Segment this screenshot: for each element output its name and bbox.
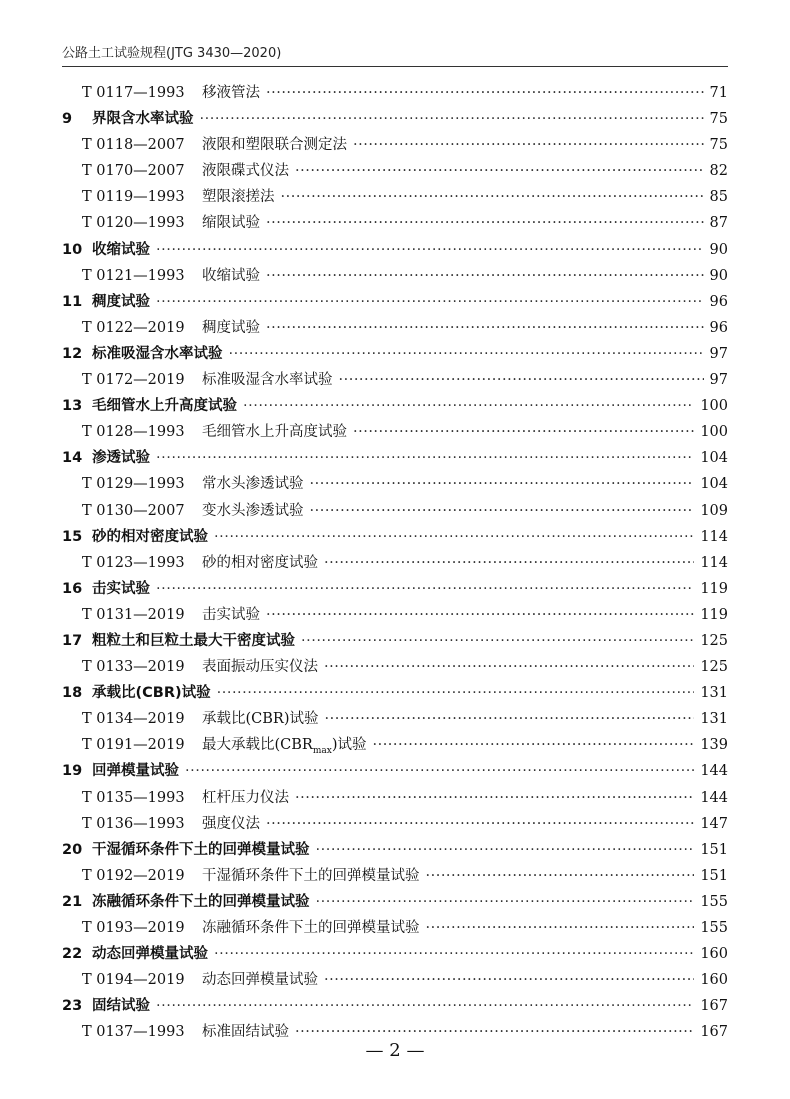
toc-title-text: 缩限试验 <box>202 215 260 232</box>
toc-title <box>202 550 324 576</box>
toc-page-number: 75 <box>709 137 728 154</box>
method-code: T 0129—1993 <box>82 476 185 493</box>
toc-page-number: 131 <box>700 685 728 702</box>
method-code: T 0119—1993 <box>82 189 185 206</box>
toc-page-number: 114 <box>700 528 728 545</box>
toc-title-text: 砂的相对密度试验 <box>202 554 318 571</box>
toc-page-number: 119 <box>700 606 728 623</box>
method-code: T 0134—2019 <box>82 711 185 728</box>
toc-entry-row[interactable] <box>62 498 728 524</box>
toc-page-number: 155 <box>700 893 728 910</box>
toc-chapter-row[interactable] <box>62 889 728 915</box>
dot-leader <box>372 732 694 758</box>
toc-page-number: 104 <box>700 450 728 467</box>
toc-title-text: 承载比(CBR)试验 <box>202 711 319 728</box>
toc-title-text: 毛细管水上升高度试验 <box>92 398 237 415</box>
toc-page-number: 139 <box>700 737 728 754</box>
dot-leader <box>316 889 695 915</box>
toc-page-number: 75 <box>709 111 728 128</box>
toc-page-number: 90 <box>709 241 728 258</box>
dot-leader <box>156 993 694 1019</box>
chapter-number: 13 <box>62 398 83 415</box>
toc-title <box>202 263 266 289</box>
toc-title-text: 液限碟式仪法 <box>202 163 289 180</box>
dot-leader <box>217 680 695 706</box>
dot-leader <box>324 967 694 993</box>
toc-title-text: 粗粒土和巨粒土最大干密度试验 <box>92 632 295 649</box>
dot-leader <box>316 837 695 863</box>
dot-leader <box>266 80 704 106</box>
toc-chapter-row[interactable] <box>62 445 728 471</box>
toc-entry-row[interactable] <box>62 263 728 289</box>
dot-leader <box>156 576 694 602</box>
toc-page-number: 155 <box>700 920 728 936</box>
toc-title-text: 砂的相对密度试验 <box>92 528 208 545</box>
toc-title-text: 回弹模量试验 <box>92 763 179 780</box>
toc-title-text: 稠度试验 <box>92 293 150 310</box>
toc-title <box>202 654 324 680</box>
dot-leader <box>266 263 704 289</box>
toc-title-text: 击实试验 <box>92 580 150 597</box>
dot-leader <box>185 758 694 784</box>
toc-title <box>202 158 295 184</box>
toc-page-number: 131 <box>700 711 728 728</box>
toc-page-number: 71 <box>709 85 728 101</box>
toc-page-number: 85 <box>709 189 728 206</box>
toc-title <box>202 184 281 210</box>
dot-leader <box>353 419 694 445</box>
method-code: T 0194—2019 <box>82 972 185 989</box>
chapter-number: 16 <box>62 580 83 597</box>
toc-page-number: 96 <box>709 319 728 336</box>
dot-leader <box>324 550 694 576</box>
toc-title <box>92 941 214 967</box>
toc-page-number: 160 <box>700 946 728 963</box>
toc-title-text: 表面振动压实仪法 <box>202 659 318 676</box>
dot-leader <box>324 654 694 680</box>
toc-title <box>202 967 324 993</box>
method-code: T 0131—2019 <box>82 606 185 623</box>
toc-title <box>92 524 214 550</box>
toc-entry-row[interactable] <box>62 367 728 393</box>
method-code: T 0136—1993 <box>82 815 185 832</box>
toc-chapter-row[interactable] <box>62 758 728 784</box>
toc-title <box>92 758 185 784</box>
toc-entry-row[interactable] <box>62 706 728 732</box>
toc-chapter-row[interactable] <box>62 576 728 602</box>
chapter-number: 12 <box>62 345 83 362</box>
method-code: T 0128—1993 <box>82 424 185 441</box>
toc-page-number: 167 <box>700 1024 728 1041</box>
toc-page-number: 119 <box>700 580 728 597</box>
toc-page-number: 96 <box>709 293 728 310</box>
toc-title <box>202 471 310 497</box>
toc-title-text: 渗透试验 <box>92 450 150 467</box>
toc-title-text: 稠度试验 <box>202 319 260 336</box>
toc-entry-row[interactable] <box>62 785 728 811</box>
toc-page-number: 109 <box>700 502 728 519</box>
toc-entry-row[interactable] <box>62 654 728 680</box>
toc-title-text: 标准吸湿含水率试验 <box>202 372 333 389</box>
method-code: T 0137—1993 <box>82 1024 185 1041</box>
toc-entry-row[interactable] <box>62 550 728 576</box>
toc-title-text: 液限和塑限联合测定法 <box>202 137 347 154</box>
dot-leader <box>243 393 694 419</box>
toc-title-text: 干湿循环条件下土的回弹模量试验 <box>92 841 310 858</box>
toc-entry-row[interactable] <box>62 419 728 445</box>
toc-title <box>92 237 156 263</box>
dot-leader <box>266 602 694 628</box>
toc-title <box>202 915 426 941</box>
toc-title-text: 冻融循环条件下土的回弹模量试验 <box>202 920 420 936</box>
toc-page-number: 160 <box>700 972 728 989</box>
dot-leader <box>353 132 704 158</box>
method-code: T 0120—1993 <box>82 215 185 232</box>
toc-chapter-row[interactable] <box>62 628 728 654</box>
toc-page-number: 104 <box>700 476 728 493</box>
method-code: T 0117—1993 <box>82 85 185 101</box>
toc-page-number: 100 <box>700 424 728 441</box>
method-code: T 0192—2019 <box>82 867 185 884</box>
toc-title-text: 动态回弹模量试验 <box>202 972 318 989</box>
chapter-number: 15 <box>62 528 83 545</box>
chapter-number: 14 <box>62 450 83 467</box>
dot-leader <box>214 941 694 967</box>
toc-title <box>92 628 301 654</box>
toc-chapter-row[interactable] <box>62 289 728 315</box>
chapter-number: 19 <box>62 763 83 780</box>
toc-title-subscript: max <box>312 746 332 757</box>
toc-chapter-row[interactable] <box>62 237 728 263</box>
method-code: T 0121—1993 <box>82 267 185 284</box>
chapter-number: 23 <box>62 998 83 1015</box>
toc-page-number: 151 <box>700 841 728 858</box>
toc-page-number: 82 <box>709 163 728 180</box>
toc-title <box>92 445 156 471</box>
toc-title-text: 最大承载比(CBR <box>202 737 313 754</box>
dot-leader <box>295 158 704 184</box>
header-rule <box>62 66 728 67</box>
toc-chapter-row[interactable] <box>62 941 728 967</box>
toc-title-text: 冻融循环条件下土的回弹模量试验 <box>92 893 310 910</box>
toc-title <box>92 393 243 419</box>
toc-entry-row[interactable] <box>62 158 728 184</box>
dot-leader <box>229 341 704 367</box>
toc-title <box>202 210 266 236</box>
toc-title-text: 收缩试验 <box>202 267 260 284</box>
toc-chapter-row[interactable] <box>62 837 728 863</box>
toc-title <box>92 576 156 602</box>
toc-page-number: 97 <box>709 345 728 362</box>
toc-page-number: 167 <box>700 998 728 1015</box>
toc-title-text: 收缩试验 <box>92 241 150 258</box>
toc-entry-row[interactable] <box>62 915 728 941</box>
dot-leader <box>266 315 704 341</box>
method-code: T 0191—2019 <box>82 737 185 754</box>
chapter-number: 20 <box>62 841 83 858</box>
method-code: T 0130—2007 <box>82 502 185 519</box>
toc-page-number: 151 <box>700 867 728 884</box>
dot-leader <box>324 706 694 732</box>
toc-title-text-after: )试验 <box>331 737 367 754</box>
dot-leader <box>156 289 704 315</box>
page-number: — 2 — <box>365 1040 425 1061</box>
dot-leader <box>426 915 695 941</box>
toc-entry-row[interactable] <box>62 315 728 341</box>
dot-leader <box>200 106 704 132</box>
toc-title-text: 常水头渗透试验 <box>202 476 304 493</box>
toc-title <box>202 367 339 393</box>
toc-title <box>202 80 266 106</box>
toc-entry-row[interactable] <box>62 471 728 497</box>
toc-title-text: 移液管法 <box>202 85 260 101</box>
dot-leader <box>339 367 704 393</box>
toc-chapter-row[interactable] <box>62 106 728 132</box>
toc-title <box>92 889 316 915</box>
method-code: T 0133—2019 <box>82 659 185 676</box>
toc-entry-row[interactable] <box>62 967 728 993</box>
toc-chapter-row[interactable] <box>62 993 728 1019</box>
toc-page-number: 90 <box>709 267 728 284</box>
dot-leader <box>310 498 695 524</box>
toc-entry-row[interactable] <box>62 863 728 889</box>
toc-title-text: 干湿循环条件下土的回弹模量试验 <box>202 867 420 884</box>
dot-leader <box>266 210 704 236</box>
toc-chapter-row[interactable] <box>62 393 728 419</box>
toc-chapter-row[interactable] <box>62 524 728 550</box>
toc-title-text: 变水头渗透试验 <box>202 502 304 519</box>
chapter-number: 21 <box>62 893 83 910</box>
toc-title-text: 强度仪法 <box>202 815 260 832</box>
chapter-number: 10 <box>62 241 83 258</box>
method-code: T 0170—2007 <box>82 163 185 180</box>
toc-entry-row[interactable] <box>62 732 728 758</box>
chapter-number: 22 <box>62 946 83 963</box>
method-code: T 0193—2019 <box>82 920 185 936</box>
toc-title-text: 标准吸湿含水率试验 <box>92 345 223 362</box>
toc-title-text: 固结试验 <box>92 998 150 1015</box>
toc-page-number: 100 <box>700 398 728 415</box>
method-code: T 0118—2007 <box>82 137 185 154</box>
toc-title-text: 毛细管水上升高度试验 <box>202 424 347 441</box>
toc-title-text: 承载比(CBR)试验 <box>92 685 211 702</box>
dot-leader <box>301 628 694 654</box>
toc-title-text: 动态回弹模量试验 <box>92 946 208 963</box>
toc-page-number: 87 <box>709 215 728 232</box>
toc-title <box>202 706 324 732</box>
toc-title <box>202 132 353 158</box>
chapter-number: 18 <box>62 685 83 702</box>
toc-title <box>202 498 310 524</box>
table-of-contents <box>62 80 728 1045</box>
toc-page-number: 125 <box>700 659 728 676</box>
toc-title-text: 标准固结试验 <box>202 1024 289 1041</box>
toc-title <box>92 680 217 706</box>
toc-title <box>202 602 266 628</box>
toc-title <box>202 419 353 445</box>
toc-title-text: 杠杆压力仪法 <box>202 789 289 806</box>
dot-leader <box>266 811 694 837</box>
chapter-number: 11 <box>62 293 83 310</box>
toc-title <box>92 289 156 315</box>
dot-leader <box>214 524 694 550</box>
toc-entry-row[interactable] <box>62 210 728 236</box>
toc-title <box>202 811 266 837</box>
toc-page-number: 125 <box>700 632 728 649</box>
toc-entry-row[interactable] <box>62 132 728 158</box>
toc-page-number: 97 <box>709 372 728 389</box>
toc-page-number: 144 <box>700 763 728 780</box>
method-code: T 0123—1993 <box>82 554 185 571</box>
toc-title <box>92 837 316 863</box>
running-header: 公路土工试验规程(JTG 3430—2020) <box>62 46 282 61</box>
toc-title <box>202 315 266 341</box>
toc-chapter-row[interactable] <box>62 341 728 367</box>
toc-title <box>92 993 156 1019</box>
method-code: T 0122—2019 <box>82 319 185 336</box>
method-code: T 0172—2019 <box>82 372 185 389</box>
dot-leader <box>310 471 695 497</box>
toc-title <box>202 785 295 811</box>
toc-title-text: 塑限滚搓法 <box>202 189 275 206</box>
toc-page-number: 144 <box>700 789 728 806</box>
dot-leader <box>281 184 704 210</box>
dot-leader <box>156 445 694 471</box>
method-code: T 0135—1993 <box>82 789 185 806</box>
toc-chapter-row[interactable] <box>62 680 728 706</box>
toc-title <box>92 341 229 367</box>
dot-leader <box>295 785 694 811</box>
chapter-number: 9 <box>62 111 73 128</box>
toc-title-text: 击实试验 <box>202 606 260 623</box>
toc-entry-row[interactable] <box>62 80 728 106</box>
dot-leader <box>426 863 695 889</box>
toc-page-number: 147 <box>700 815 728 832</box>
toc-title <box>92 106 200 132</box>
chapter-number: 17 <box>62 632 83 649</box>
dot-leader <box>156 237 704 263</box>
toc-page-number: 114 <box>700 554 728 571</box>
toc-title-text: 界限含水率试验 <box>92 111 194 128</box>
toc-title <box>202 863 426 889</box>
toc-entry-row[interactable] <box>62 602 728 628</box>
toc-entry-row[interactable] <box>62 184 728 210</box>
toc-entry-row[interactable] <box>62 811 728 837</box>
